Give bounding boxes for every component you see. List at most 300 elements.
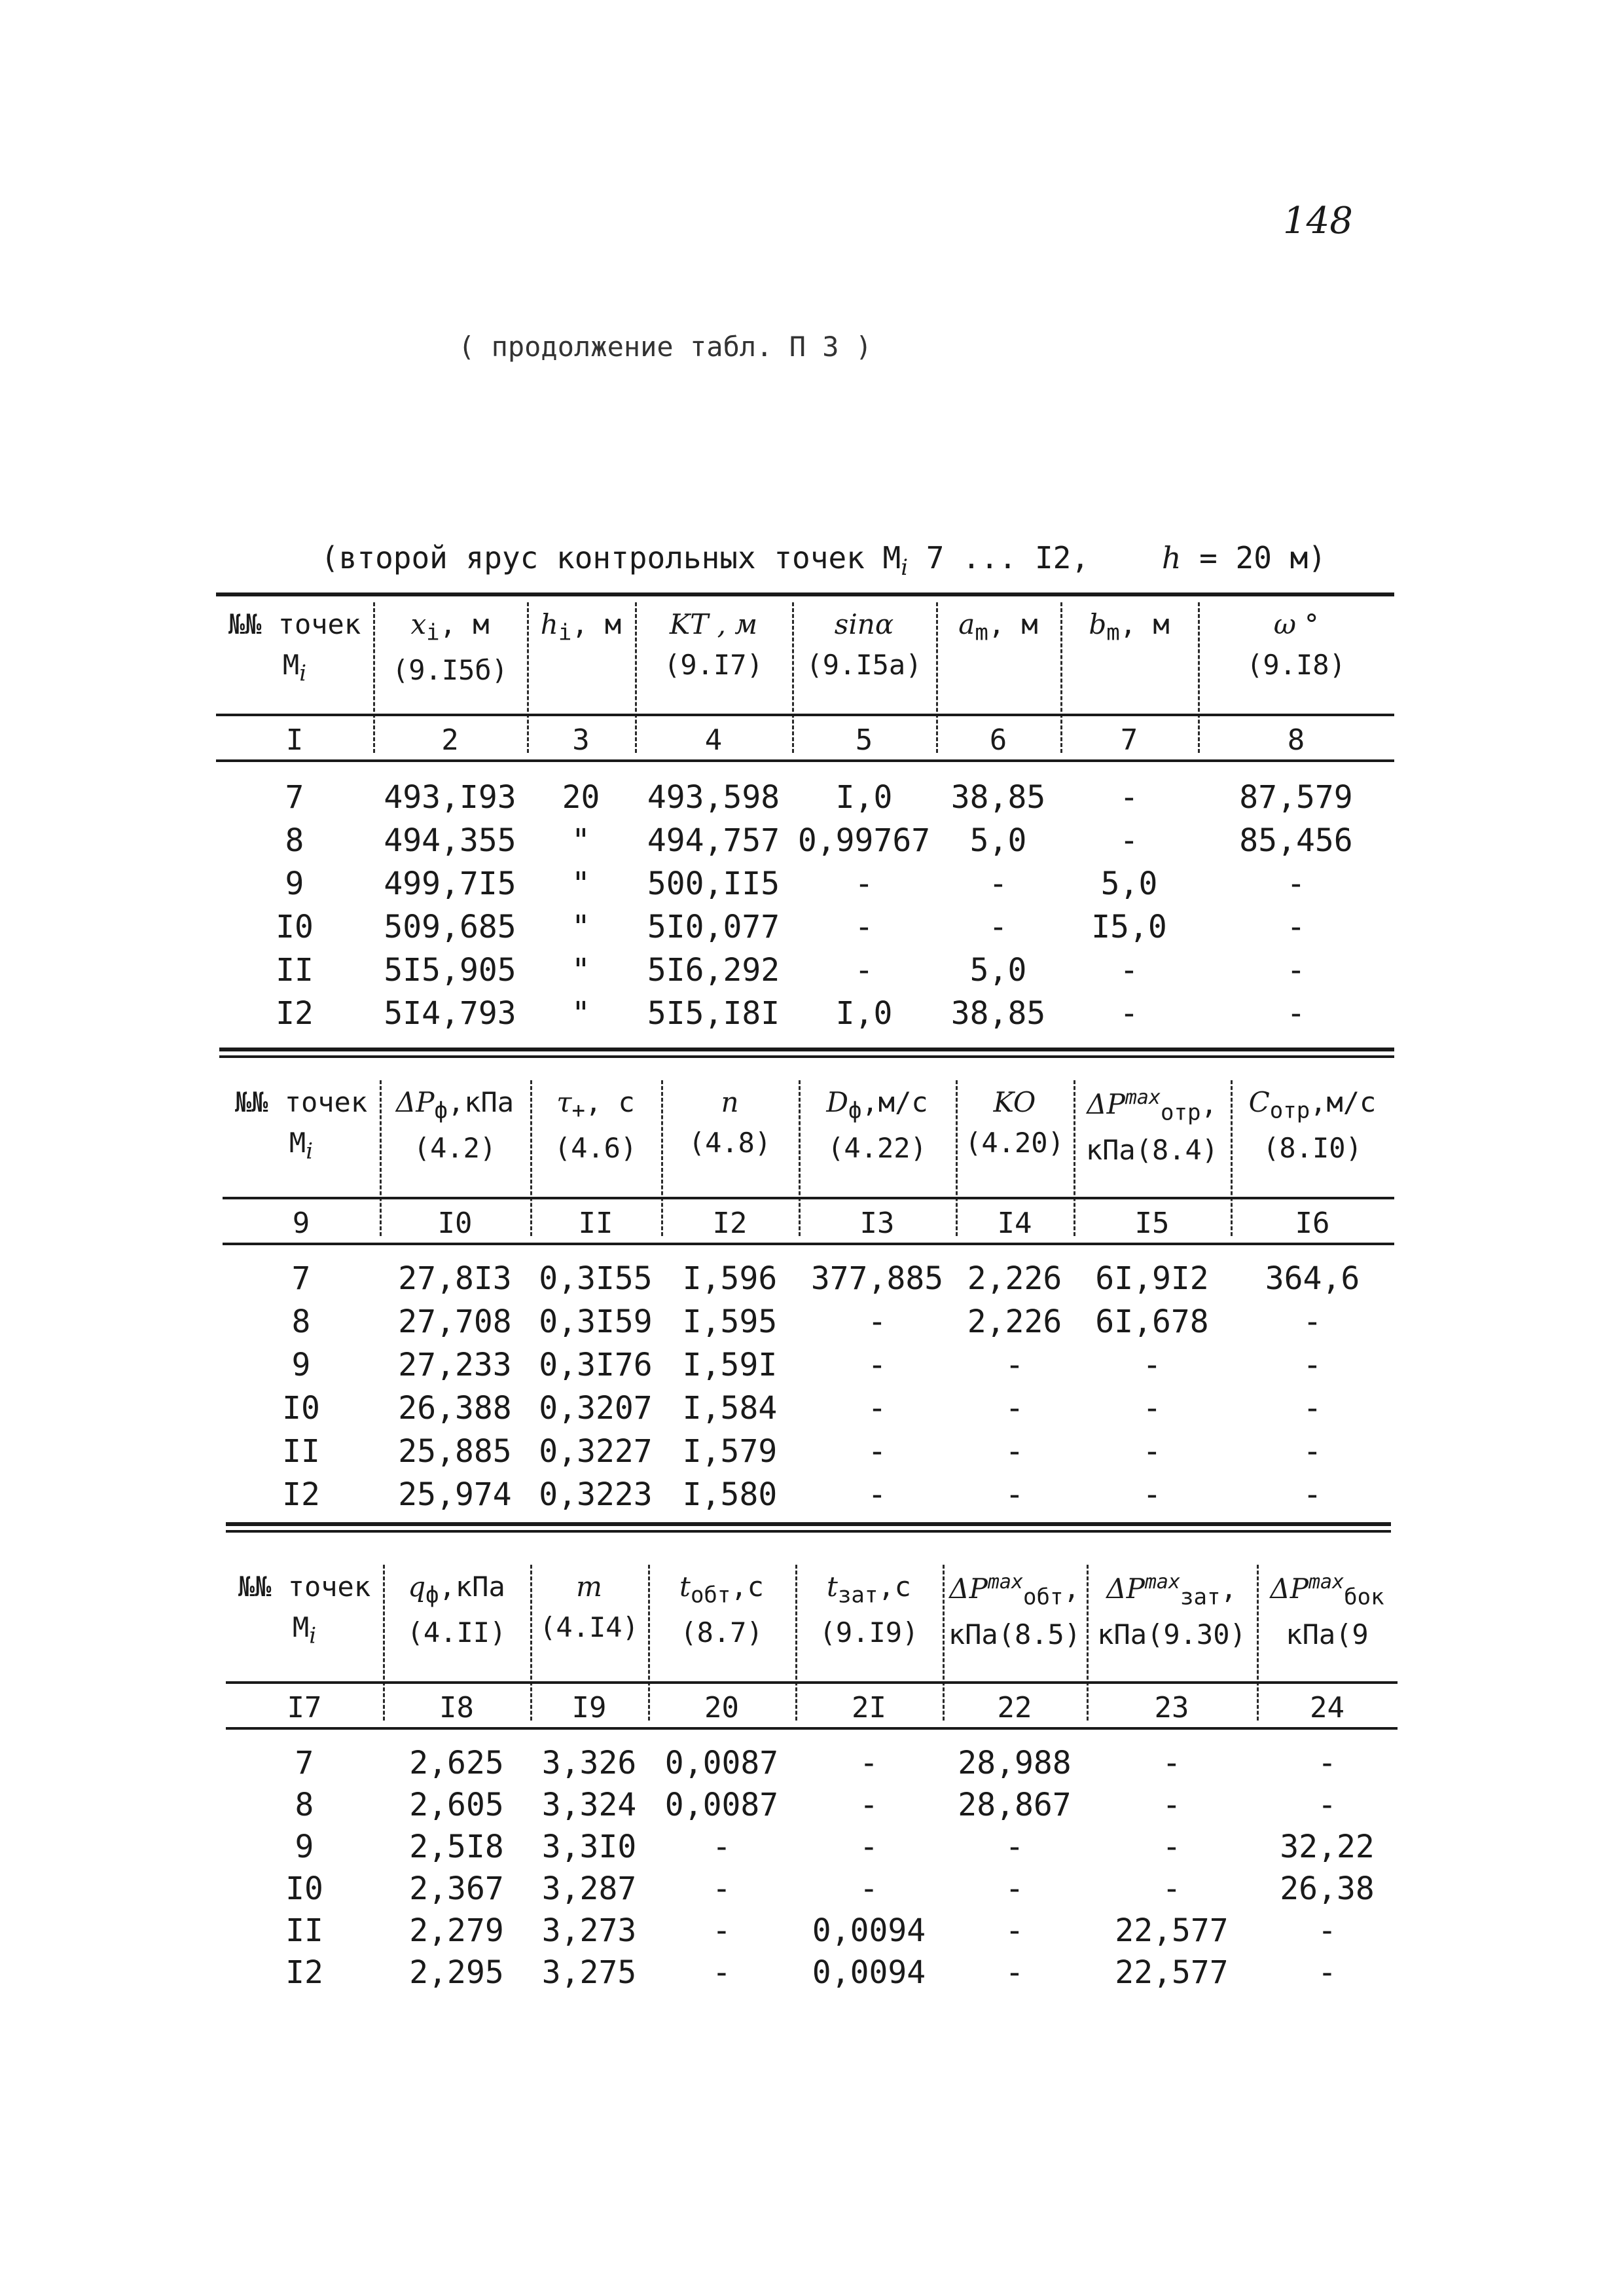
table3-header-symbol: q: [408, 1571, 426, 1603]
table1-header-1: [216, 609, 373, 687]
table1-cell: 5I5,905: [384, 952, 516, 989]
table2-header-line1: [1231, 1087, 1394, 1123]
table3-header-line1: [383, 1571, 530, 1608]
table1-header-subscript: m: [975, 619, 988, 646]
table1-header-index: i: [299, 660, 307, 687]
table2-header-symbol: ΔP: [1087, 1088, 1125, 1120]
table3-cell: -: [1162, 1829, 1182, 1865]
table1-cell: ": [571, 866, 590, 902]
table2-header-line2: [530, 1133, 661, 1164]
table2-cell: -: [867, 1433, 887, 1470]
table3-cell: 0,0094: [812, 1912, 926, 1949]
table1-cell: -: [1286, 952, 1306, 989]
table2-cell: 27,233: [398, 1347, 512, 1383]
table1-cell: -: [1119, 822, 1139, 859]
table2-header-symbol: D: [826, 1086, 849, 1118]
table1-header-line1: [936, 609, 1060, 646]
table3-header-line1: [943, 1571, 1087, 1610]
table1-header-line2: [792, 649, 936, 681]
table3-column-number: I7: [287, 1691, 322, 1724]
table2-cell: -: [1142, 1347, 1162, 1383]
table1-header-6: [936, 609, 1060, 655]
table2-header-line1: [223, 1087, 380, 1118]
table3-cell: 28,867: [958, 1787, 1072, 1823]
table1-header-7: [1060, 609, 1198, 655]
table2-cell: 2,226: [967, 1303, 1062, 1340]
table1-cell: 494,757: [647, 822, 780, 859]
table3-header-subscript: обт: [1023, 1584, 1064, 1611]
table1-cell: -: [854, 866, 874, 902]
table2-header-line1: [799, 1087, 956, 1123]
table3-header-index: i: [309, 1622, 317, 1649]
table2-cell: 0,3227: [539, 1433, 653, 1470]
table2-cell: 364,6: [1265, 1260, 1360, 1297]
table3-cell: 3,287: [541, 1870, 637, 1907]
table2-header-line2: [799, 1133, 956, 1164]
table1-header-line1: [635, 609, 792, 640]
table2-header-line1: [380, 1087, 530, 1123]
table3-header-7: [1087, 1571, 1257, 1651]
table3-cell: 2,295: [409, 1954, 504, 1991]
table2-header-5: [799, 1087, 956, 1165]
table3-header-reference: кПа(8.5): [948, 1618, 1081, 1651]
table1-cell: 38,85: [950, 779, 1046, 816]
table2-header-4: [661, 1087, 799, 1159]
table2-cell: I,580: [682, 1476, 778, 1513]
table1-cell: 0,99767: [797, 822, 931, 859]
subtitle-range: 7 ... I2,: [908, 540, 1090, 575]
table2-column-number: I2: [712, 1207, 748, 1240]
table3-header-unit: ,: [1063, 1573, 1080, 1605]
table3-cell: 3,324: [541, 1787, 637, 1823]
subtitle-h-value: = 20 м): [1181, 540, 1327, 575]
table-2-numbers-rule: [223, 1243, 1394, 1245]
table2-cell: 25,885: [398, 1433, 512, 1470]
table1-header-3: [527, 609, 635, 655]
table1-cell: ": [571, 952, 590, 989]
table2-column-number: II: [578, 1207, 613, 1240]
table1-cell: I,0: [835, 995, 893, 1032]
table1-cell: -: [988, 866, 1008, 902]
table3-header-3: [530, 1571, 648, 1644]
table1-cell: -: [1119, 779, 1139, 816]
table3-header-line1: [1087, 1571, 1257, 1610]
table3-cell: -: [1005, 1912, 1024, 1949]
table3-cell: 2,625: [409, 1745, 504, 1781]
table2-header-subscript: +: [571, 1097, 585, 1124]
table3-column-number: 24: [1310, 1691, 1344, 1724]
table2-header-unit: ,кПа: [447, 1086, 514, 1118]
table1-header-symbol: x: [410, 608, 427, 640]
table3-header-unit: ,: [1220, 1573, 1237, 1605]
table1-header-symbol: b: [1089, 608, 1107, 640]
table1-header-symbol: №№ точек: [228, 608, 361, 640]
table3-header-4: [648, 1571, 795, 1649]
table3-header-1: [226, 1571, 383, 1649]
table1-cell: I2: [276, 995, 314, 1032]
table-1-bottom-rule: [219, 1048, 1394, 1051]
table3-cell: -: [1318, 1745, 1337, 1781]
table1-cell: 5I0,077: [647, 909, 780, 945]
table-1-header-rule: [216, 714, 1394, 716]
table1-cell: 509,685: [384, 909, 516, 945]
table3-cell: -: [1318, 1954, 1337, 1991]
table1-header-line1: [1060, 609, 1198, 646]
table3-cell: -: [1162, 1787, 1182, 1823]
table1-cell: 5,0: [969, 822, 1027, 859]
table3-cell: I2: [285, 1954, 323, 1991]
table1-cell: -: [1286, 866, 1306, 902]
table1-header-5: [792, 609, 936, 682]
table3-cell: 0,0087: [664, 1745, 779, 1781]
table3-header-symbol: m: [576, 1571, 602, 1603]
subtitle-h: h: [1161, 540, 1182, 575]
table2-header-subscript: отр: [1269, 1097, 1310, 1124]
table1-header-reference: (9.I5a): [806, 649, 922, 682]
table2-header-symbol: ΔP: [395, 1086, 435, 1118]
table2-cell: -: [867, 1476, 887, 1513]
table3-header-superscript: max: [1144, 1571, 1181, 1594]
table3-header-reference: кПа(9.30): [1097, 1618, 1246, 1651]
table3-header-subscript: ф: [425, 1582, 439, 1609]
table1-cell: 494,355: [384, 822, 516, 859]
table1-header-subscript: i: [558, 619, 572, 646]
table1-header-symbol: h: [540, 608, 558, 640]
table1-header-reference: M: [282, 649, 300, 682]
table1-cell: 5I4,793: [384, 995, 516, 1032]
table3-cell: 2,5I8: [409, 1829, 504, 1865]
table1-header-symbol: ω °: [1273, 608, 1319, 640]
table-subtitle: [321, 540, 1326, 581]
table3-cell: I0: [285, 1870, 323, 1907]
table2-cell: I,59I: [682, 1347, 778, 1383]
table-1-bottom-rule-2: [219, 1055, 1394, 1058]
table3-header-reference: (4.II): [406, 1616, 507, 1649]
table2-column-number: 9: [292, 1207, 310, 1240]
table-1-numbers-rule: [216, 759, 1394, 762]
table1-header-unit: , м: [988, 608, 1038, 640]
table3-cell: 22,577: [1115, 1912, 1229, 1949]
table2-header-symbol: C: [1248, 1086, 1270, 1118]
table3-cell: -: [712, 1954, 731, 1991]
table2-cell: I,584: [682, 1390, 778, 1427]
table3-cell: -: [1318, 1912, 1337, 1949]
table2-cell: -: [1303, 1390, 1322, 1427]
table2-header-line1: [530, 1087, 661, 1123]
table3-header-line2: [226, 1612, 383, 1649]
table3-header-subscript: обт: [690, 1582, 731, 1609]
subtitle-index: i: [901, 555, 909, 581]
table1-header-subscript: i: [426, 619, 440, 646]
table2-header-line2: [223, 1127, 380, 1164]
table3-cell: -: [712, 1912, 731, 1949]
table2-header-line1: [1074, 1087, 1231, 1125]
table1-header-line2: [373, 655, 527, 686]
table3-header-unit: ,с: [878, 1571, 911, 1603]
table2-header-6: [956, 1087, 1074, 1159]
table2-header-8: [1231, 1087, 1394, 1165]
table2-header-subscript: ф: [848, 1097, 862, 1124]
table2-cell: 0,3I76: [539, 1347, 653, 1383]
table2-cell: 2,226: [967, 1260, 1062, 1297]
table3-header-line2: [795, 1617, 943, 1649]
table2-cell: -: [1005, 1347, 1024, 1383]
table3-cell: 0,0087: [664, 1787, 779, 1823]
table1-cell: II: [276, 952, 314, 989]
table3-cell: 8: [295, 1787, 314, 1823]
table2-cell: 0,3I59: [539, 1303, 653, 1340]
table2-header-line2: [1074, 1135, 1231, 1166]
table3-cell: 2,279: [409, 1912, 504, 1949]
table3-cell: 26,38: [1280, 1870, 1375, 1907]
table1-cell: I,0: [835, 779, 893, 816]
table1-column-number: 3: [572, 723, 590, 757]
table1-cell: I5,0: [1091, 909, 1167, 945]
table3-header-line2: [1257, 1619, 1398, 1650]
table2-header-reference: (8.I0): [1263, 1132, 1362, 1165]
table2-cell: I2: [282, 1476, 320, 1513]
table1-cell: 7: [285, 779, 304, 816]
table1-cell: -: [1286, 909, 1306, 945]
table3-column-number: I9: [571, 1691, 607, 1724]
table3-header-line1: [795, 1571, 943, 1608]
table3-header-line1: [530, 1571, 648, 1603]
table1-header-4: [635, 609, 792, 682]
table1-column-number: I: [285, 723, 304, 757]
table1-header-reference: (9.I7): [664, 649, 763, 682]
table1-column-number: 6: [989, 723, 1007, 757]
table2-cell: 27,8I3: [398, 1260, 512, 1297]
table3-header-symbol: №№ точек: [238, 1571, 371, 1603]
continuation-label: ( продолжение табл. П 3 ): [458, 331, 873, 363]
table2-cell: -: [867, 1390, 887, 1427]
table2-header-superscript: max: [1125, 1086, 1161, 1109]
table3-cell: -: [712, 1870, 731, 1907]
table2-header-line2: [380, 1133, 530, 1164]
table3-cell: 0,0094: [812, 1954, 926, 1991]
table2-cell: 0,3207: [539, 1390, 653, 1427]
table1-cell: -: [1119, 995, 1139, 1032]
table3-header-reference: (9.I9): [819, 1616, 919, 1649]
table3-cell: -: [859, 1745, 878, 1781]
table2-cell: 6I,678: [1095, 1303, 1209, 1340]
table1-column-number: 4: [704, 723, 723, 757]
table3-header-symbol: t: [679, 1571, 691, 1603]
table2-cell: -: [1303, 1303, 1322, 1340]
table1-cell: ": [571, 995, 590, 1032]
table3-header-line2: [943, 1619, 1087, 1650]
table1-cell: 38,85: [950, 995, 1046, 1032]
table1-header-reference: (9.I8): [1246, 649, 1346, 682]
table3-header-subscript: зат: [837, 1582, 878, 1609]
table2-header-unit: ,м/с: [861, 1086, 928, 1118]
table3-column-number: 23: [1154, 1691, 1189, 1724]
table1-cell: 5I6,292: [647, 952, 780, 989]
table1-header-unit: , м: [439, 608, 490, 640]
table3-column-number: 22: [997, 1691, 1032, 1724]
table2-cell: I,579: [682, 1433, 778, 1470]
table1-cell: -: [988, 909, 1008, 945]
table3-cell: -: [1005, 1829, 1024, 1865]
table2-column-number: I5: [1134, 1207, 1170, 1240]
table2-header-2: [380, 1087, 530, 1165]
table3-column-number: 20: [704, 1691, 739, 1724]
table1-header-unit: , м: [571, 608, 622, 640]
table3-header-line1: [648, 1571, 795, 1608]
table2-header-reference: M: [289, 1127, 306, 1159]
table1-cell: -: [854, 952, 874, 989]
table1-cell: 85,456: [1239, 822, 1353, 859]
table3-header-symbol: ΔP: [1270, 1573, 1308, 1605]
table2-cell: -: [1303, 1433, 1322, 1470]
table3-column-number: 2I: [852, 1691, 886, 1724]
table-2-header-rule: [223, 1197, 1394, 1199]
table1-cell: ": [571, 909, 590, 945]
table3-cell: -: [1318, 1787, 1337, 1823]
table1-column-number: 8: [1287, 723, 1305, 757]
table3-header-unit: ,кПа: [439, 1571, 505, 1603]
table3-cell: -: [859, 1829, 878, 1865]
table3-cell: 3,275: [541, 1954, 637, 1991]
table2-header-line1: [661, 1087, 799, 1118]
table2-header-7: [1074, 1087, 1231, 1167]
table2-header-subscript: ф: [434, 1097, 448, 1124]
table3-header-symbol: t: [827, 1571, 838, 1603]
table2-cell: 8: [291, 1303, 311, 1340]
table-2-bottom-rule: [226, 1522, 1391, 1526]
table1-header-symbol: KT , м: [669, 608, 758, 640]
table2-cell: -: [1142, 1390, 1162, 1427]
table2-header-reference: (4.8): [688, 1127, 772, 1159]
table2-header-unit: ,: [1200, 1088, 1218, 1120]
table-3-header-rule: [226, 1681, 1398, 1684]
table1-header-symbol: sinα: [834, 608, 894, 640]
table2-header-line2: [661, 1127, 799, 1159]
table1-column-number: 7: [1120, 723, 1138, 757]
table3-header-reference: M: [292, 1611, 310, 1644]
table2-header-subscript: отр: [1161, 1099, 1201, 1126]
table1-header-line2: [216, 649, 373, 686]
table1-cell: 9: [285, 866, 304, 902]
table1-column-number: 2: [441, 723, 459, 757]
table1-header-line1: [527, 609, 635, 646]
table2-cell: 377,885: [810, 1260, 944, 1297]
table3-header-line2: [530, 1612, 648, 1643]
table1-header-line1: [792, 609, 936, 640]
table2-column-number: I4: [997, 1207, 1032, 1240]
table3-cell: 9: [295, 1829, 314, 1865]
table3-header-line2: [648, 1617, 795, 1649]
table2-header-symbol: KO: [993, 1086, 1036, 1118]
table2-header-line2: [1231, 1133, 1394, 1164]
table2-header-symbol: n: [721, 1086, 739, 1118]
table2-header-symbol: №№ точек: [234, 1086, 368, 1118]
table3-cell: 2,367: [409, 1870, 504, 1907]
table2-cell: -: [1142, 1433, 1162, 1470]
table3-cell: 7: [295, 1745, 314, 1781]
table2-cell: 7: [291, 1260, 311, 1297]
table2-cell: -: [1303, 1347, 1322, 1383]
table3-cell: -: [1005, 1870, 1024, 1907]
table1-cell: 493,598: [647, 779, 780, 816]
table3-cell: II: [285, 1912, 323, 1949]
page-number: 148: [1283, 200, 1353, 242]
table-1-top-rule: [216, 592, 1394, 596]
table2-header-reference: (4.6): [554, 1132, 638, 1165]
table2-cell: -: [1005, 1390, 1024, 1427]
table2-cell: I,596: [682, 1260, 778, 1297]
table2-cell: -: [867, 1347, 887, 1383]
table1-cell: -: [1119, 952, 1139, 989]
table2-header-reference: кПа(8.4): [1085, 1134, 1219, 1167]
table1-header-reference: (9.I5б): [391, 654, 508, 687]
table3-cell: 22,577: [1115, 1954, 1229, 1991]
table3-cell: -: [859, 1870, 878, 1907]
table3-header-5: [795, 1571, 943, 1649]
table2-cell: 26,388: [398, 1390, 512, 1427]
table3-cell: -: [1162, 1745, 1182, 1781]
table3-cell: 3,3I0: [541, 1829, 637, 1865]
table3-header-line2: [383, 1617, 530, 1649]
table3-header-line1: [1257, 1571, 1398, 1610]
table1-cell: 8: [285, 822, 304, 859]
table2-cell: 6I,9I2: [1095, 1260, 1209, 1297]
table3-header-subscript: бок: [1344, 1584, 1384, 1611]
table2-header-reference: (4.22): [827, 1132, 927, 1165]
table2-header-line1: [956, 1087, 1074, 1118]
table1-header-line2: [635, 649, 792, 681]
table3-header-superscript: max: [987, 1571, 1024, 1594]
table2-cell: 0,3I55: [539, 1260, 653, 1297]
table1-header-8: [1198, 609, 1394, 682]
table2-header-3: [530, 1087, 661, 1165]
table2-cell: I0: [282, 1390, 320, 1427]
table2-header-line2: [956, 1127, 1074, 1159]
table1-header-subscript: m: [1106, 619, 1120, 646]
table1-header-line1: [216, 609, 373, 640]
table2-header-unit: ,м/с: [1310, 1086, 1377, 1118]
table2-header-symbol: τ: [556, 1086, 572, 1118]
table1-cell: 499,7I5: [384, 866, 516, 902]
table2-column-number: I0: [437, 1207, 473, 1240]
table2-column-number: I3: [859, 1207, 895, 1240]
table1-cell: -: [854, 909, 874, 945]
table3-header-unit: ,с: [731, 1571, 764, 1603]
table2-cell: 25,974: [398, 1476, 512, 1513]
table3-cell: -: [1005, 1954, 1024, 1991]
table1-cell: ": [571, 822, 590, 859]
table3-header-subscript: зат: [1180, 1584, 1221, 1611]
table2-header-index: i: [306, 1138, 314, 1165]
table3-cell: -: [859, 1787, 878, 1823]
table2-header-unit: , с: [585, 1086, 635, 1118]
table2-column-number: I6: [1295, 1207, 1330, 1240]
table2-cell: 9: [291, 1347, 311, 1383]
table3-cell: 32,22: [1280, 1829, 1375, 1865]
table3-header-symbol: ΔP: [949, 1573, 988, 1605]
table3-header-reference: (8.7): [680, 1616, 763, 1649]
subtitle-text: (второй ярус контрольных точек M: [321, 540, 901, 575]
table3-cell: -: [712, 1829, 731, 1865]
table2-cell: I,595: [682, 1303, 778, 1340]
table1-header-line1: [373, 609, 527, 646]
table3-header-2: [383, 1571, 530, 1649]
table3-cell: -: [1162, 1870, 1182, 1907]
table3-cell: 3,273: [541, 1912, 637, 1949]
table1-header-line2: [1198, 649, 1394, 681]
table1-cell: 500,II5: [647, 866, 780, 902]
table1-header-2: [373, 609, 527, 687]
